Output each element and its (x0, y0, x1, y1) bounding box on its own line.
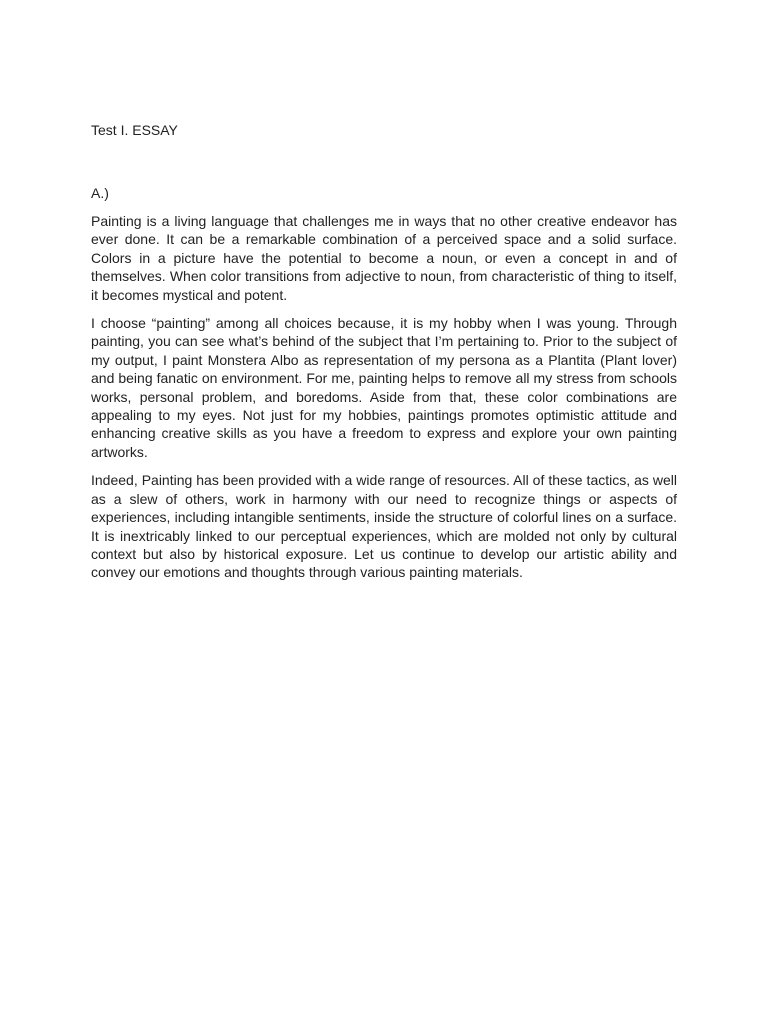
essay-paragraph-2: I choose “painting” among all choices because, it is my hobby when I was young. Through painting, you can see what’s behind of the subject that I’m pertaining to. Prior to the subject of my output, I paint Monstera Albo as representation of my persona as a Plantita (Plant lover) and being fanatic on environment. For me, painting helps to remove all my stress from schools works, personal problem, and boredoms. Aside from that, these color combinations are appealing to my eyes. Not just for my hobbies, paintings promotes optimistic attitude and enhancing creative skills as you have a freedom to express and explore your own painting artworks. (91, 315, 677, 460)
document-body (91, 121, 677, 582)
section-label: A.) (91, 185, 109, 201)
document-title: Test I. ESSAY (91, 122, 178, 138)
essay-paragraph-1: Painting is a living language that challenges me in ways that no other creative endeavor has ever done. It can be a remarkable combination of a perceived space and a solid surface. Colors in a picture have the potential to become a noun, or even a concept in and of themselves. When color transitions from adjective to noun, from characteristic of thing to itself, it becomes mystical and potent. (91, 213, 677, 303)
essay-paragraph-3: Indeed, Painting has been provided with a wide range of resources. All of these tactics, as well as a slew of others, work in harmony with our need to recognize things or aspects of experiences, including intangible sentiments, inside the structure of colorful lines on a surface. It is inextricably linked to our perceptual experiences, which are molded not only by cultural context but also by historical exposure. Let us continue to develop our artistic ability and convey our emotions and thoughts through various painting materials. (91, 472, 677, 581)
